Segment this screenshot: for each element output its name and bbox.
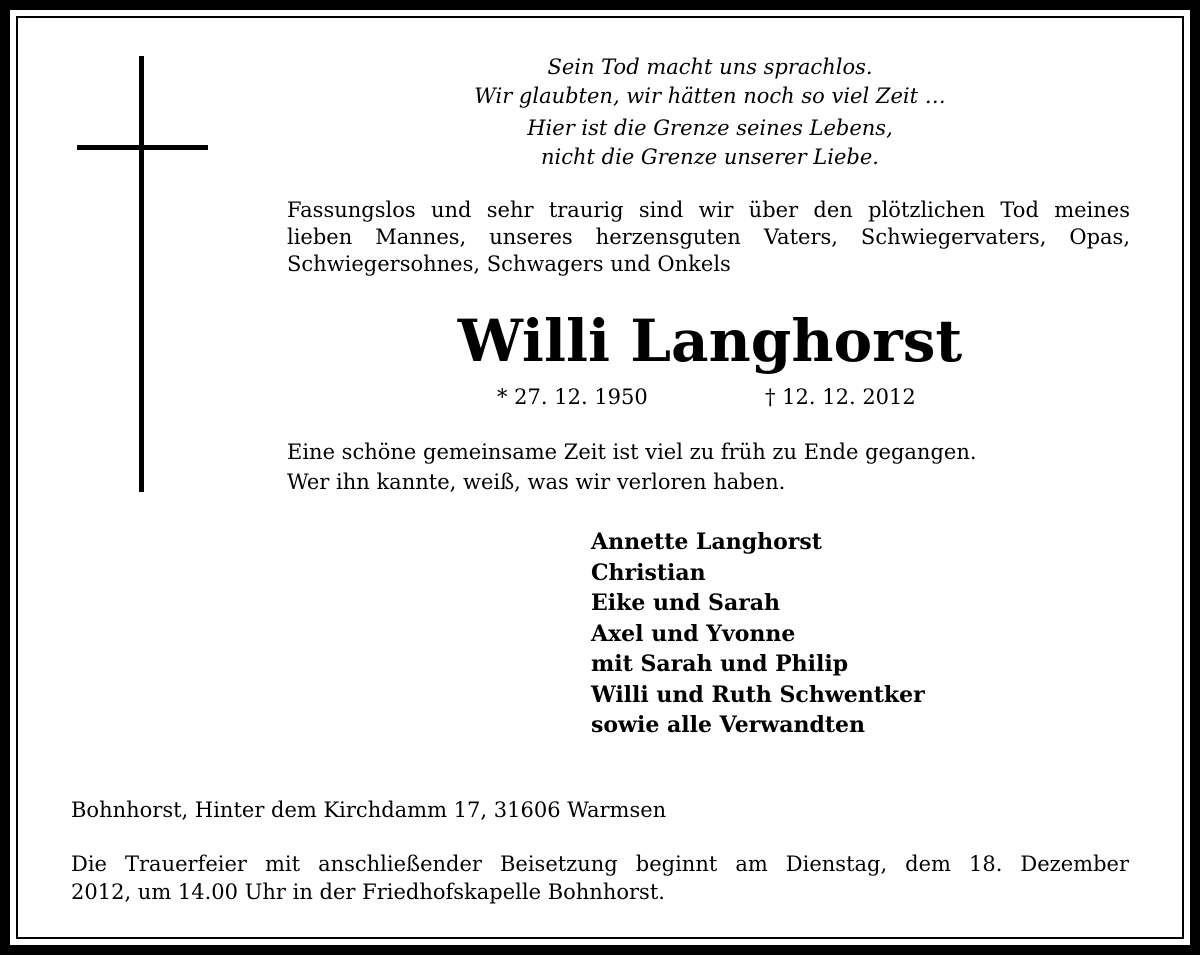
birth-date: * 27. 12. 1950 bbox=[497, 385, 648, 409]
ceremony-info bbox=[71, 850, 1129, 906]
intro-line: Fassungslos und sehr traurig sind wir über den plötzlichen Tod meines bbox=[287, 198, 1130, 222]
quote-line: Hier ist die Grenze seines Lebens, bbox=[527, 116, 893, 140]
memorial-quote-second bbox=[420, 114, 1000, 172]
death-date: † 12. 12. 2012 bbox=[765, 385, 916, 409]
closing-text bbox=[287, 437, 1147, 497]
intro-paragraph bbox=[287, 197, 1130, 278]
family-member: Eike und Sarah bbox=[591, 590, 781, 616]
closing-line: Wer ihn kannte, weiß, was wir verloren haben. bbox=[287, 470, 786, 494]
family-member: Christian bbox=[591, 559, 706, 586]
family-member: mit Sarah und Philip bbox=[591, 651, 849, 677]
cross-horizontal-bar bbox=[77, 145, 208, 150]
ceremony-line: Die Trauerfeier mit anschließender Beisetzung beginnt am Dienstag, dem 18. Dezember bbox=[71, 852, 1129, 876]
intro-line: lieben Mannes, unseres herzensguten Vaters, Schwiegervaters, Opas, bbox=[287, 225, 1130, 249]
deceased-name: Willi Langhorst bbox=[457, 307, 963, 375]
cross-vertical-bar bbox=[139, 56, 144, 492]
family-member: Annette Langhorst bbox=[591, 529, 822, 555]
family-member: Willi und Ruth Schwentker bbox=[591, 681, 925, 708]
quote-line: Wir glaubten, wir hätten noch so viel Zeit … bbox=[474, 84, 946, 108]
family-signature bbox=[591, 527, 1151, 741]
quote-line: Sein Tod macht uns sprachlos. bbox=[547, 55, 873, 79]
closing-line: Eine schöne gemeinsame Zeit ist viel zu früh zu Ende gegangen. bbox=[287, 440, 977, 464]
family-member: sowie alle Verwandten bbox=[591, 712, 866, 738]
memorial-quote-first bbox=[420, 53, 1000, 111]
intro-line: Schwiegersohnes, Schwagers und Onkels bbox=[287, 252, 731, 276]
address: Bohnhorst, Hinter dem Kirchdamm 17, 31606 Warmsen bbox=[71, 798, 667, 822]
family-member: Axel und Yvonne bbox=[591, 620, 796, 647]
ceremony-line: 2012, um 14.00 Uhr in der Friedhofskapelle Bohnhorst. bbox=[71, 880, 665, 904]
quote-line: nicht die Grenze unserer Liebe. bbox=[541, 145, 879, 169]
